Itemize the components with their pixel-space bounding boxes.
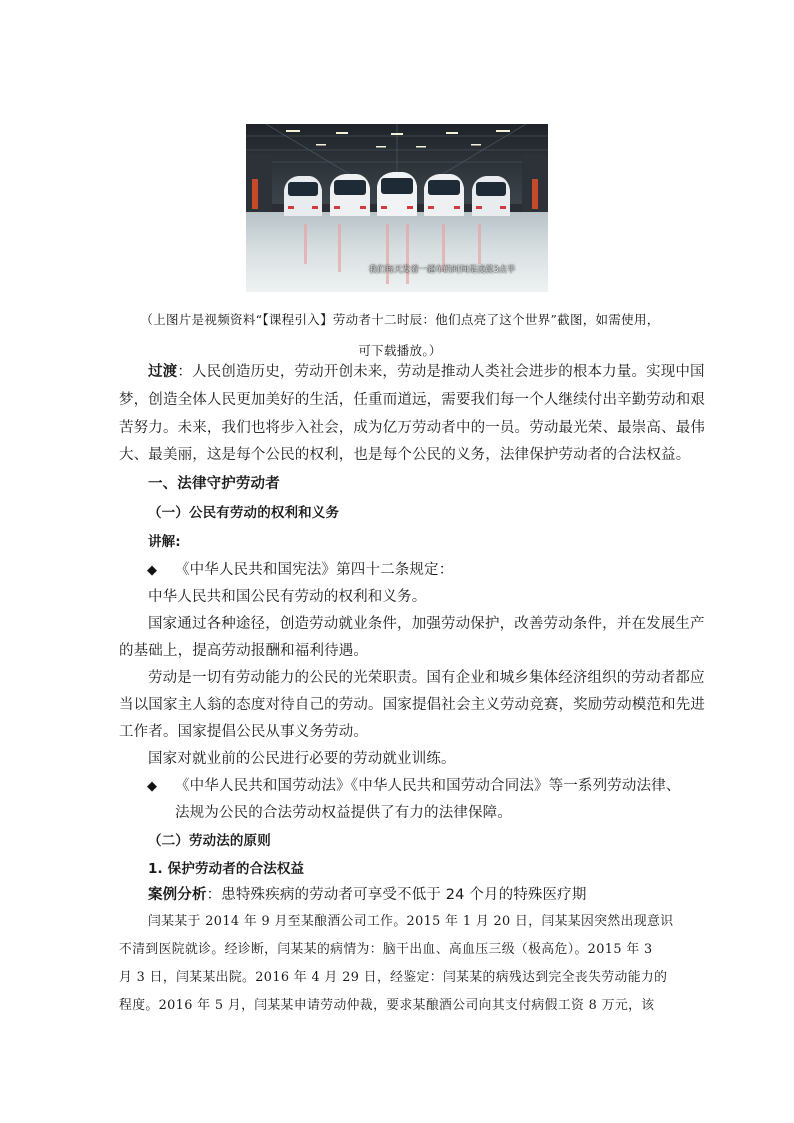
bullet-2-line-1: 《中华人民共和国劳动法》《中华人民共和国劳动合同法》等一系列劳动法律、 bbox=[175, 778, 681, 794]
constitution-para-2-line-1: 国家通过各种途径，创造劳动就业条件，加强劳动保护，改善劳动条件，并在发展生产 bbox=[148, 616, 705, 632]
constitution-para-3-line-3: 工作者。国家提倡公民从事义务劳动。 bbox=[119, 724, 369, 740]
case-text-line-3: 月 3 日，闫某某出院。2016 年 4 月 29 日，经鉴定：闫某某的病残达到完全丧失劳动能力的 bbox=[119, 970, 668, 985]
constitution-para-2-line-2: 的基础上，提高劳动报酬和福利待遇。 bbox=[119, 643, 369, 659]
bullet-1-text: 《中华人民共和国宪法》第四十二条规定： bbox=[175, 562, 454, 578]
bullet-diamond-icon: ◆ bbox=[147, 779, 157, 794]
case-title: 案例分析：患特殊疾病的劳动者可享受不低于 24 个月的特殊医疗期 bbox=[148, 887, 587, 903]
case-text-line-2: 不清到医院就诊。经诊断，闫某某的病情为：脑干出血、高血压三级（极高危）。2015 年 3 bbox=[119, 942, 653, 957]
transition-line-3: 苦努力。未来，我们也将步入社会，成为亿万劳动者中的一员。劳动最光荣、最崇高、最伟 bbox=[119, 420, 705, 436]
principle-1-heading: 1. 保护劳动者的合法权益 bbox=[148, 861, 305, 877]
constitution-para-3-line-2: 当以国家主人翁的态度对待自己的劳动。国家提倡社会主义劳动竞赛，奖励劳动模范和先进 bbox=[119, 697, 705, 713]
subsection-heading-2: （二）劳动法的原则 bbox=[148, 833, 271, 849]
constitution-para-1: 中华人民共和国公民有劳动的权利和义务。 bbox=[148, 589, 427, 605]
explain-label: 讲解: bbox=[148, 534, 181, 550]
video-subtitle: 我们每天发着一趟车的时间是凌晨3点半 bbox=[368, 265, 516, 275]
transition-line-2: 梦，创造全体人民更加美好的生活，任重而道远，需要我们每一个人继续付出辛勤劳动和艰 bbox=[119, 392, 705, 408]
image-caption-line-2: 可下载播放。） bbox=[358, 343, 442, 358]
bullet-2-line-2: 法规为公民的合法劳动权益提供了有力的法律保障。 bbox=[175, 805, 512, 821]
case-label: 案例分析 bbox=[148, 887, 207, 903]
image-caption-line-1: （上图片是视频资料“【课程引入】劳动者十二时辰：他们点亮了这个世界”截图，如需使用， bbox=[140, 312, 660, 327]
constitution-para-4: 国家对就业前的公民进行必要的劳动就业训练。 bbox=[148, 751, 456, 767]
transition-label: 过渡 bbox=[148, 364, 178, 380]
video-screenshot bbox=[246, 124, 548, 292]
section-heading: 一、法律守护劳动者 bbox=[148, 476, 280, 492]
bullet-diamond-icon: ◆ bbox=[147, 563, 157, 578]
constitution-para-3-line-1: 劳动是一切有劳动能力的公民的光荣职责。国有企业和城乡集体经济组织的劳动者都应 bbox=[148, 670, 705, 686]
subsection-heading-1: （一）公民有劳动的权利和义务 bbox=[148, 505, 340, 521]
transition-line-1: 过渡：人民创造历史，劳动开创未来，劳动是推动人类社会进步的根本力量。实现中国 bbox=[148, 364, 705, 380]
transition-line-4: 大、最美丽，这是每个公民的权利，也是每个公民的义务，法律保护劳动者的合法权益。 bbox=[119, 447, 691, 463]
case-text-line-4: 程度。2016 年 5 月，闫某某申请劳动仲裁，要求某酿酒公司向其支付病假工资 8 万元，该 bbox=[119, 998, 655, 1013]
case-text-line-1: 闫某某于 2014 年 9 月至某酿酒公司工作。2015 年 1 月 20 日，闫某某因突然出现意识 bbox=[148, 914, 674, 929]
